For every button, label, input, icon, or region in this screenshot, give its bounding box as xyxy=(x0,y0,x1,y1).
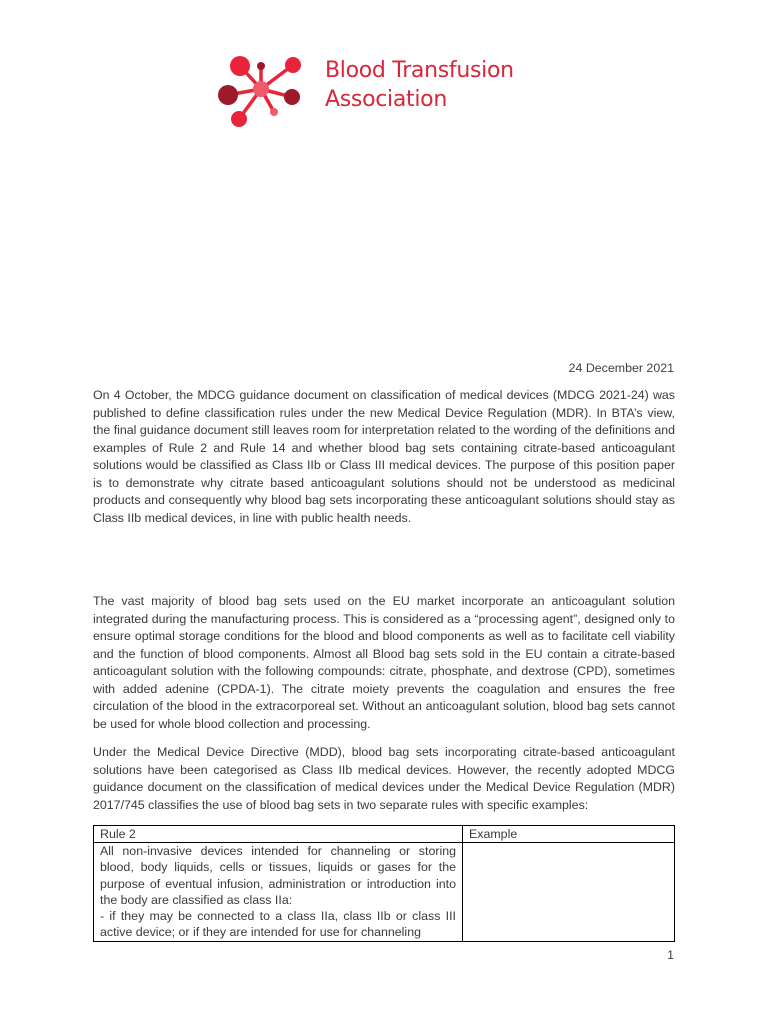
logo-wordmark xyxy=(325,56,514,114)
page-number: 1 xyxy=(667,948,674,962)
rules-table xyxy=(93,825,675,942)
bta-logo xyxy=(217,52,557,132)
rule-text-continued: - if they may be connected to a class IIa, class IIb or class III active device; or if they are intended for use for channeling xyxy=(100,909,456,940)
blood-cell-logo-icon xyxy=(217,52,307,132)
background-paragraph: The vast majority of blood bag sets used on the EU market incorporate an anticoagulant solution integrated during the manufacturing process. This is considered as a “processing agent”, designed only to ensure optimal storage conditions for the blood and blood components as well as to facilitate cell viability and the function of blood components. Almost all Blood bag sets sold in the EU contain a citrate-based anticoagulant solution with the following compounds: citrate, phosphate, and dextrose (CPD), sometimes with added adenine (CPDA-1). The citrate moiety prevents the coagulation and ensures the free circulation of the blood in the extracorporeal set. Without an anticoagulant solution, blood bag sets cannot be used for whole blood collection and processing. xyxy=(93,594,675,731)
table-row xyxy=(94,843,675,942)
table-header-row xyxy=(94,826,675,843)
intro-paragraph: On 4 October, the MDCG guidance document on classification of medical devices (MDCG 2021-24) was published to define classification rules under the new Medical Device Regulation (MDR). In BTA’s view, the final guidance document still leaves room for interpretation related to the wording of the definitions and examples of Rule 2 and Rule 14 and whether blood bag sets containing citrate-based anticoagulant solutions would be classified as Class IIb or Class III medical devices. The purpose of this position paper is to demonstrate why citrate based anticoagulant solutions should not be understood as medicinal products and consequently why blood bag sets incorporating these anticoagulant solutions should stay as Class IIb medical devices, in line with public health needs. xyxy=(93,388,675,525)
table-header-rule: Rule 2 xyxy=(94,826,463,843)
table-cell-example xyxy=(463,843,675,942)
document-date: 24 December 2021 xyxy=(568,361,674,375)
table-cell-rule xyxy=(94,843,463,942)
rule-text-main: All non-invasive devices intended for channeling or storing blood, body liquids, cells or tissues, liquids or gases for the purpose of eventual infusion, administration or introduction into the body are classified as class IIa: xyxy=(100,844,456,907)
logo-line-2: Association xyxy=(325,87,447,112)
table-header-example: Example xyxy=(463,826,675,843)
logo-line-1: Blood Transfusion xyxy=(325,58,514,83)
mdd-paragraph: Under the Medical Device Directive (MDD), blood bag sets incorporating citrate-based anticoagulant solutions have been categorised as Class IIb medical devices. However, the recently adopted MDCG guidance document on the classification of medical devices under the Medical Device Regulation (MDR) 2017/745 classifies the use of blood bag sets in two separate rules with specific examples: xyxy=(93,745,675,812)
